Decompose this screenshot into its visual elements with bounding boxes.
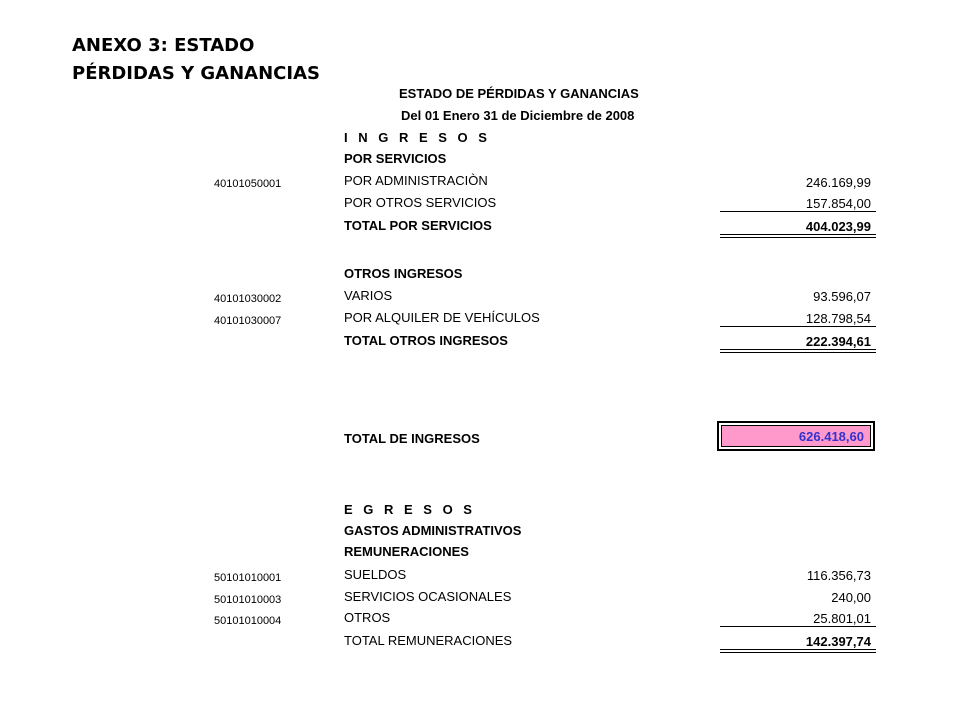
total-remuneraciones-amount: 142.397,74 — [805, 634, 871, 649]
otros-ingresos-label: OTROS INGRESOS — [344, 266, 463, 281]
total-double-rule — [720, 234, 876, 238]
line-item-amount: 240,00 — [831, 590, 871, 605]
total-double-rule — [720, 649, 876, 653]
total-ingresos-box — [717, 421, 875, 451]
line-item-desc: SERVICIOS OCASIONALES — [344, 589, 512, 604]
line-item-amount: 116.356,73 — [806, 568, 871, 583]
gastos-administrativos-label: GASTOS ADMINISTRATIVOS — [344, 523, 522, 538]
line-item-desc: OTROS — [344, 610, 391, 625]
subtotal-rule — [720, 626, 876, 627]
remuneraciones-label: REMUNERACIONES — [344, 544, 469, 559]
slide-title — [72, 32, 320, 88]
account-code: 40101050001 — [214, 178, 282, 190]
total-otros-ingresos-label: TOTAL OTROS INGRESOS — [344, 333, 508, 348]
report-heading: ESTADO DE PÉRDIDAS Y GANANCIAS — [399, 86, 639, 101]
subtotal-rule — [720, 326, 876, 327]
line-item-desc: POR ADMINISTRACIÒN — [344, 173, 488, 188]
account-code: 50101010003 — [214, 594, 282, 606]
account-code: 50101010001 — [214, 572, 282, 584]
line-item-amount: 157.854,00 — [805, 196, 871, 211]
ingresos-label: I N G R E S O S — [344, 130, 491, 145]
total-remuneraciones-label: TOTAL REMUNERACIONES — [344, 633, 513, 648]
total-ingresos-amount: 626.418,60 — [721, 425, 871, 447]
account-code: 50101010004 — [214, 615, 282, 627]
slide-title-line2: PÉRDIDAS Y GANANCIAS — [72, 63, 320, 84]
egresos-label: E G R E S O S — [344, 502, 476, 517]
total-por-servicios-label: TOTAL POR SERVICIOS — [344, 218, 492, 233]
total-ingresos-label: TOTAL DE INGRESOS — [344, 431, 480, 446]
line-item-amount: 128.798,54 — [805, 311, 871, 326]
line-item-desc: SUELDOS — [344, 567, 407, 582]
total-por-servicios-amount: 404.023,99 — [805, 219, 871, 234]
line-item-amount: 246.169,99 — [805, 175, 871, 190]
account-code: 40101030007 — [214, 315, 282, 327]
slide-title-line1: ANEXO 3: ESTADO — [72, 35, 255, 56]
line-item-amount: 93.596,07 — [813, 289, 871, 304]
line-item-desc: VARIOS — [344, 288, 393, 303]
total-double-rule — [720, 349, 876, 353]
line-item-desc: POR OTROS SERVICIOS — [344, 195, 497, 210]
line-item-amount: 25.801,01 — [813, 611, 871, 626]
report-period: Del 01 Enero 31 de Diciembre de 2008 — [401, 108, 635, 123]
subtotal-rule — [720, 211, 876, 212]
total-otros-ingresos-amount: 222.394,61 — [805, 334, 871, 349]
account-code: 40101030002 — [214, 293, 282, 305]
por-servicios-label: POR SERVICIOS — [344, 151, 447, 166]
line-item-desc: POR ALQUILER DE VEHÍCULOS — [344, 310, 540, 325]
